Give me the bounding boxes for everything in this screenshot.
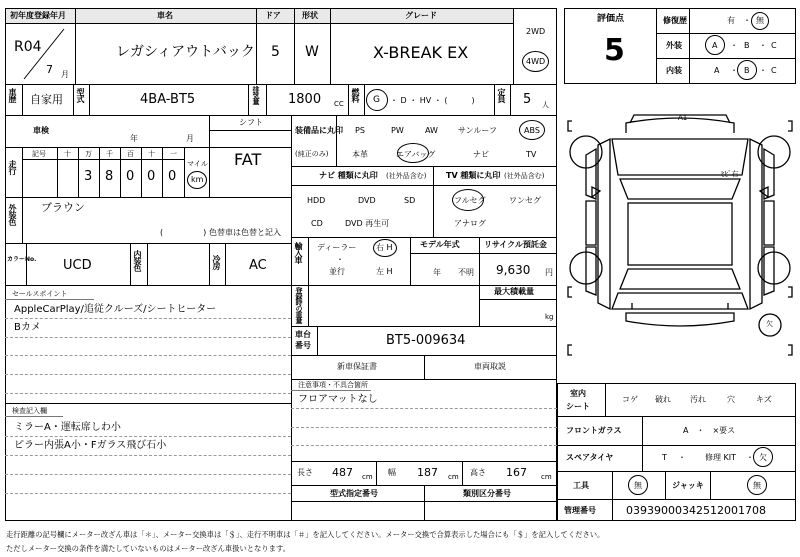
footer-line-1: 走行距離の記号欄にメーター改ざん車は「＊」、メーター交換車は「＄」、走行不明車は「＃」を記入してください。メーター交換で合算表示した場合にも「＄」を記入してください。 [6, 530, 605, 539]
km-label: km [191, 175, 204, 184]
equip-pw: PW [391, 126, 404, 135]
navi-sd: SD [404, 196, 416, 205]
footer-line-2: ただしメーター交換の条件を満たしていないものはメーター改ざん車扱いとなります。 [6, 544, 290, 553]
interior-dot-2: ・ [759, 66, 767, 75]
month-unit: 月 [61, 70, 69, 79]
first-reg-label: 初年度登録年月 [10, 11, 66, 20]
front-glass-opts: A ・ ×要ス [683, 426, 736, 435]
shaken-year: 年 [130, 134, 138, 143]
tv-sub-label: (社外品含む) [504, 172, 545, 180]
length-label: 長さ [297, 468, 313, 477]
rating-label: 評価点 [597, 14, 625, 24]
seat-label-2: シート [566, 402, 590, 411]
height-value: 167 [506, 466, 527, 479]
car-name: レガシィアウトバック [116, 44, 255, 60]
height-label: 高さ [470, 468, 486, 477]
digit-label-2: 千 [106, 150, 113, 158]
spare-opt-t: T [662, 453, 667, 462]
model-year-unit: 年 [433, 268, 441, 277]
seat-opt-scratch: キズ [756, 395, 772, 404]
grade-value: X-BREAK EX [373, 43, 469, 62]
body-shape: W [305, 44, 319, 60]
first-reg-month: 7 [46, 63, 53, 76]
class-number-label: 類別区分番号 [463, 489, 511, 498]
tools-value: 無 [634, 481, 642, 490]
mile-label: マイル [187, 160, 208, 168]
shift-value: FAT [234, 150, 262, 169]
digit-label-4: 十 [148, 150, 155, 158]
notes-value: フロアマットなし [298, 394, 378, 405]
chassis-label-1: 車台 [295, 330, 311, 339]
width-label: 幅 [388, 468, 396, 477]
equip-aw: AW [425, 126, 438, 135]
seat-opt-dirt: 汚れ [690, 395, 706, 404]
chassis-value: BT5-009634 [386, 333, 466, 348]
equip-navi: ナビ [473, 150, 489, 159]
color-label: 外装色 [8, 204, 17, 225]
mileage-digit-2: 8 [105, 169, 114, 184]
max-load-kg: kg [545, 313, 554, 321]
fuel-label: 燃料 [351, 88, 360, 102]
usage-label: 車歴 [8, 88, 17, 102]
fuel-g: G [373, 95, 380, 105]
model-year-label: モデル年式 [420, 240, 460, 249]
inspector-line-2: ピラー内張A小・Fガラス飛び石小 [14, 440, 167, 451]
type-designation-label: 型式指定番号 [330, 489, 378, 498]
warranty-manual: 車両取説 [474, 362, 506, 371]
digit-label-5: 一 [170, 150, 177, 158]
sales-point-label: セールスポイント [12, 290, 68, 298]
shaken-label: 車検 [33, 126, 49, 135]
color-value: ブラウン [41, 201, 85, 214]
width-value: 187 [417, 466, 438, 479]
spare-tire-label: スペアタイヤ [566, 453, 614, 462]
sales-point-line-1: AppleCarPlay/追従クルーズ/シートヒーター [14, 304, 217, 315]
seat-opt-hole: 穴 [727, 395, 735, 404]
damage-mark-a1: A1 [678, 114, 688, 122]
color-note: 色替車は色替と記入 [209, 228, 281, 237]
person-unit: 人 [542, 101, 549, 109]
displacement-value: 1800 [288, 92, 322, 107]
ac-value: AC [249, 258, 267, 273]
rating-score: 5 [604, 33, 625, 68]
mileage-label: 走行 [8, 160, 17, 174]
exterior-dot-1: ・ [730, 41, 738, 50]
import-dealer: ディーラー [317, 243, 357, 252]
model-year-unknown: 不明 [458, 268, 474, 277]
tv-label: TV 種類に丸印 [446, 171, 501, 180]
height-cm: cm [541, 473, 552, 481]
mileage-digit-3: 0 [126, 169, 135, 184]
model-value: 4BA-BT5 [140, 92, 196, 107]
displacement-label: 排気量 [252, 86, 260, 104]
mileage-kigo: 記号 [32, 150, 46, 158]
mgmt-value: 03939000342512001708 [626, 504, 766, 517]
inspector-label: 検査記入欄 [12, 407, 47, 415]
shaken-month: 月 [186, 134, 194, 143]
capacity-value: 5 [523, 92, 532, 107]
usage-value: 自家用 [30, 93, 63, 106]
navi-dvd: DVD [358, 196, 376, 205]
model-label: 型式 [76, 88, 85, 102]
exterior-c: C [771, 41, 777, 50]
color-no-value: UCD [63, 258, 92, 273]
equip-tv: TV [526, 150, 537, 159]
inspector-line-1: ミラーA・運転席しわ小 [14, 422, 121, 433]
ac-label: 冷房 [212, 255, 221, 269]
equip-abs: ABS [524, 126, 540, 135]
equip-sunroof: サンルーフ [458, 126, 497, 135]
car-name-label: 車名 [157, 11, 173, 20]
exterior-label: 外装 [666, 41, 682, 50]
tv-oneseg: ワンセグ [509, 196, 541, 205]
notes-label: 注意事項・不具合箇所 [298, 381, 368, 389]
seat-opt-burn: コゲ [622, 395, 638, 404]
tools-label: 工具 [573, 481, 589, 490]
navi-cd: CD [311, 219, 323, 228]
tv-analog: アナログ [454, 219, 486, 228]
repair-sep: ・ [743, 16, 751, 25]
repair-no: 無 [756, 16, 764, 25]
max-load-label: 最大積載量 [494, 287, 534, 296]
navi-dvd-play: DVD 再生可 [345, 219, 390, 228]
mileage-digit-5: 0 [168, 169, 177, 184]
navi-label: ナビ 種類に丸印 [319, 171, 378, 180]
mgmt-label: 管理番号 [564, 506, 596, 515]
recycle-yen: 円 [545, 268, 553, 277]
front-glass-label: フロントガラス [566, 426, 622, 435]
damage-mark-ketsu: 欠 [766, 320, 773, 328]
interior-color-label: 内装色 [133, 250, 142, 271]
drive-2wd: 2WD [526, 27, 546, 36]
exterior-dot-2: ・ [759, 41, 767, 50]
interior-label: 内装 [666, 66, 682, 75]
equipment-sub-label: (純正のみ) [295, 150, 329, 158]
exterior-b: B [744, 41, 750, 50]
door-label: ドア [265, 11, 281, 20]
car-body-diagram [564, 95, 796, 380]
grade-label: グレード [405, 11, 437, 20]
navi-hdd: HDD [307, 196, 326, 205]
repair-label: 修復歴 [663, 16, 687, 25]
chassis-label-2: 番号 [295, 341, 311, 350]
jack-value: 無 [753, 481, 761, 490]
interior-c: C [771, 66, 777, 75]
equip-ps: PS [355, 126, 365, 135]
import-parallel: 並行 [329, 267, 345, 276]
equip-leather: 本革 [352, 150, 368, 159]
registration-label: 登録時の重量 [295, 287, 303, 323]
shape-label: 形状 [302, 11, 318, 20]
warranty-new-car: 新車保証書 [337, 362, 377, 371]
import-label: 輸入車 [294, 242, 303, 263]
recycle-amount: 9,630 [496, 263, 531, 277]
color-no-label: カラーNo. [7, 256, 37, 263]
cc-unit: CC [334, 100, 344, 108]
recycle-label: リサイクル預託金 [484, 240, 547, 249]
fuel-options: ・ D ・ HV ・ ( ) [390, 96, 475, 105]
digit-label-1: 万 [85, 150, 92, 158]
color-note-paren: ( ) [160, 228, 207, 237]
spare-sep-1: ・ [678, 453, 686, 462]
door-count: 5 [271, 44, 280, 60]
seat-opt-tear: 破れ [655, 395, 671, 404]
capacity-label: 定員 [497, 88, 506, 102]
jack-label: ジャッキ [672, 481, 704, 490]
digit-label-0: 十 [64, 150, 71, 158]
drive-4wd: 4WD [526, 57, 546, 66]
mileage-digit-1: 3 [84, 169, 93, 184]
seat-label-1: 室内 [570, 389, 586, 398]
import-right-h: 右 H [376, 243, 393, 252]
interior-b: B [744, 66, 750, 75]
damage-mark-rh: ﾋﾋﾞ右 [721, 170, 739, 178]
import-dot: ・ [336, 255, 344, 264]
spare-opt-kit: 修理 KIT [705, 453, 737, 462]
repair-yes: 有 [727, 16, 735, 25]
first-reg-era: R04 [14, 39, 42, 55]
equip-airbag: エアバッグ [396, 150, 436, 159]
sales-point-line-2: Bカメ [14, 322, 41, 333]
navi-sub-label: (社外品含む) [386, 172, 427, 180]
interior-dot-1: ・ [730, 66, 738, 75]
spare-sep-2: ・ [746, 453, 754, 462]
interior-a: A [714, 66, 720, 75]
width-cm: cm [448, 473, 459, 481]
length-value: 487 [332, 466, 353, 479]
spare-opt-ketsu: 欠 [759, 453, 767, 462]
exterior-a: A [712, 41, 718, 50]
digit-label-3: 百 [127, 150, 134, 158]
equipment-label: 装備品に丸印 [295, 126, 343, 135]
tv-fullseg: フルセグ [454, 196, 486, 205]
mileage-digit-4: 0 [147, 169, 156, 184]
shift-label: シフト [239, 118, 263, 127]
length-cm: cm [362, 473, 373, 481]
import-left-h: 左 H [376, 267, 393, 276]
